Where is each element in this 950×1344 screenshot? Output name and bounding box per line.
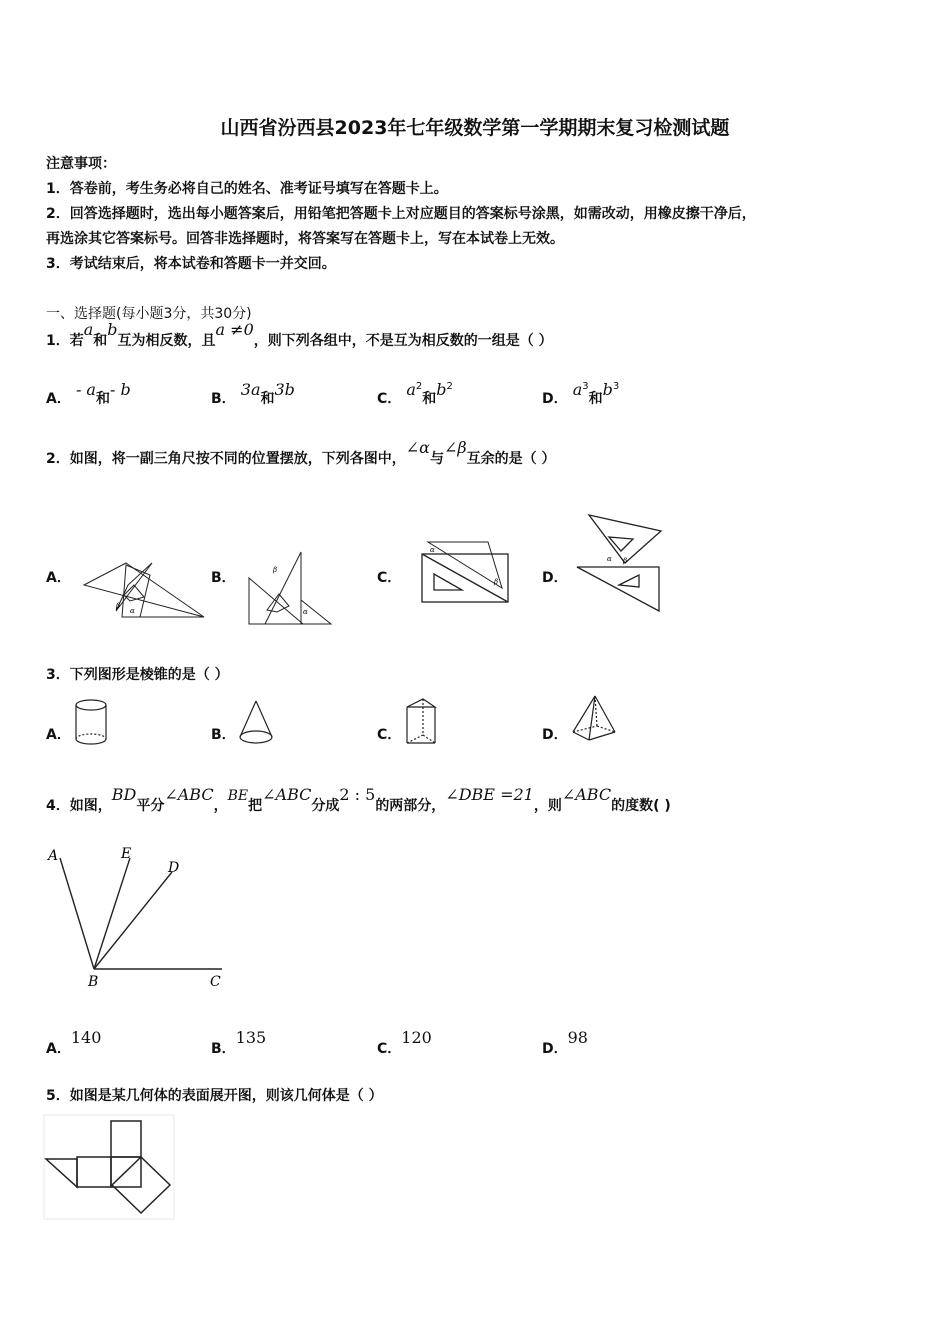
point-a-label: A bbox=[48, 848, 59, 864]
svg-text:β: β bbox=[116, 602, 121, 610]
q4-option-c[interactable]: C．120 bbox=[377, 1028, 432, 1057]
q2-option-c-label[interactable]: C． bbox=[377, 570, 402, 586]
svg-text:α: α bbox=[130, 607, 135, 615]
notice-item-3: 3．考试结束后，将本试卷和答题卡一并交回。 bbox=[46, 256, 336, 272]
q3-option-d-label[interactable]: D． bbox=[542, 727, 568, 743]
notice-item-2: 2．回答选择题时，选出每小题答案后，用铅笔把答题卡上对应题目的答案标号涂黑，如需改动，用橡皮擦干净后， bbox=[46, 206, 756, 222]
q2-option-d-label[interactable]: D． bbox=[542, 570, 568, 586]
question-1: 1．若a和b互为相反数，且a ≠0，则下列各组中，不是互为相反数的一组是（ ） bbox=[46, 320, 553, 349]
pyramid-figure bbox=[571, 694, 619, 748]
q3-option-c-label[interactable]: C． bbox=[377, 727, 402, 743]
question-5: 5．如图是某几何体的表面展开图，则该几何体是（ ） bbox=[46, 1088, 383, 1104]
question-3: 3．下列图形是棱锥的是（ ） bbox=[46, 667, 229, 683]
q1-option-a[interactable]: A． - a和- b bbox=[46, 380, 131, 407]
svg-text:β: β bbox=[494, 578, 499, 586]
point-e-label: E bbox=[121, 846, 132, 862]
question-2: 2．如图，将一副三角尺按不同的位置摆放，下列各图中，∠α与∠β互余的是（ ） bbox=[46, 438, 556, 467]
q1-option-c[interactable]: C． $a^2$和$b^2$ bbox=[377, 380, 453, 407]
q3-option-a-label[interactable]: A． bbox=[46, 727, 71, 743]
svg-text:β: β bbox=[623, 557, 628, 565]
question-4: 4．如图，BD平分∠ABC，BE把∠ABC分成2 : 5的两部分，∠DBE =21，则∠ABC的度数( ) bbox=[46, 785, 671, 814]
q2-option-b-label[interactable]: B． bbox=[211, 570, 236, 586]
cylinder-figure bbox=[73, 697, 109, 749]
q2-figure-c bbox=[418, 538, 518, 608]
q2-option-a-label[interactable]: A． bbox=[46, 570, 71, 586]
point-c-label: C bbox=[210, 974, 221, 990]
q4-angle-figure bbox=[44, 844, 234, 994]
q2-figure-b bbox=[245, 548, 340, 633]
notice-heading: 注意事项： bbox=[46, 156, 116, 172]
page-title: 山西省汾西县2023年七年级数学第一学期期末复习检测试题 bbox=[220, 117, 730, 139]
q1-option-d[interactable]: D． $a^3$和$b^3$ bbox=[542, 380, 620, 407]
q4-option-a[interactable]: A．140 bbox=[46, 1028, 102, 1057]
notice-item-1: 1．答卷前，考生务必将自己的姓名、准考证号填写在答题卡上。 bbox=[46, 181, 448, 197]
point-b-label: B bbox=[88, 974, 99, 990]
point-d-label: D bbox=[168, 860, 180, 876]
svg-text:α: α bbox=[303, 608, 308, 616]
cone-figure bbox=[236, 697, 276, 749]
prism-figure bbox=[401, 695, 441, 749]
q4-option-d[interactable]: D．98 bbox=[542, 1028, 588, 1057]
q2-figure-d bbox=[575, 513, 670, 613]
q3-option-b-label[interactable]: B． bbox=[211, 727, 236, 743]
svg-text:α: α bbox=[430, 546, 435, 554]
notice-item-2-cont: 再选涂其它答案标号。回答非选择题时，将答案写在答题卡上，写在本试卷上无效。 bbox=[46, 231, 564, 247]
q2-figure-a bbox=[80, 555, 210, 630]
q5-net-figure bbox=[44, 1115, 176, 1221]
svg-text:β: β bbox=[273, 566, 278, 574]
section-heading: 一、选择题(每小题3分，共30分) bbox=[46, 306, 252, 322]
svg-text:α: α bbox=[607, 555, 612, 563]
q4-option-b[interactable]: B．135 bbox=[211, 1028, 267, 1057]
q1-option-b[interactable]: B． 3a和3b bbox=[211, 380, 295, 407]
